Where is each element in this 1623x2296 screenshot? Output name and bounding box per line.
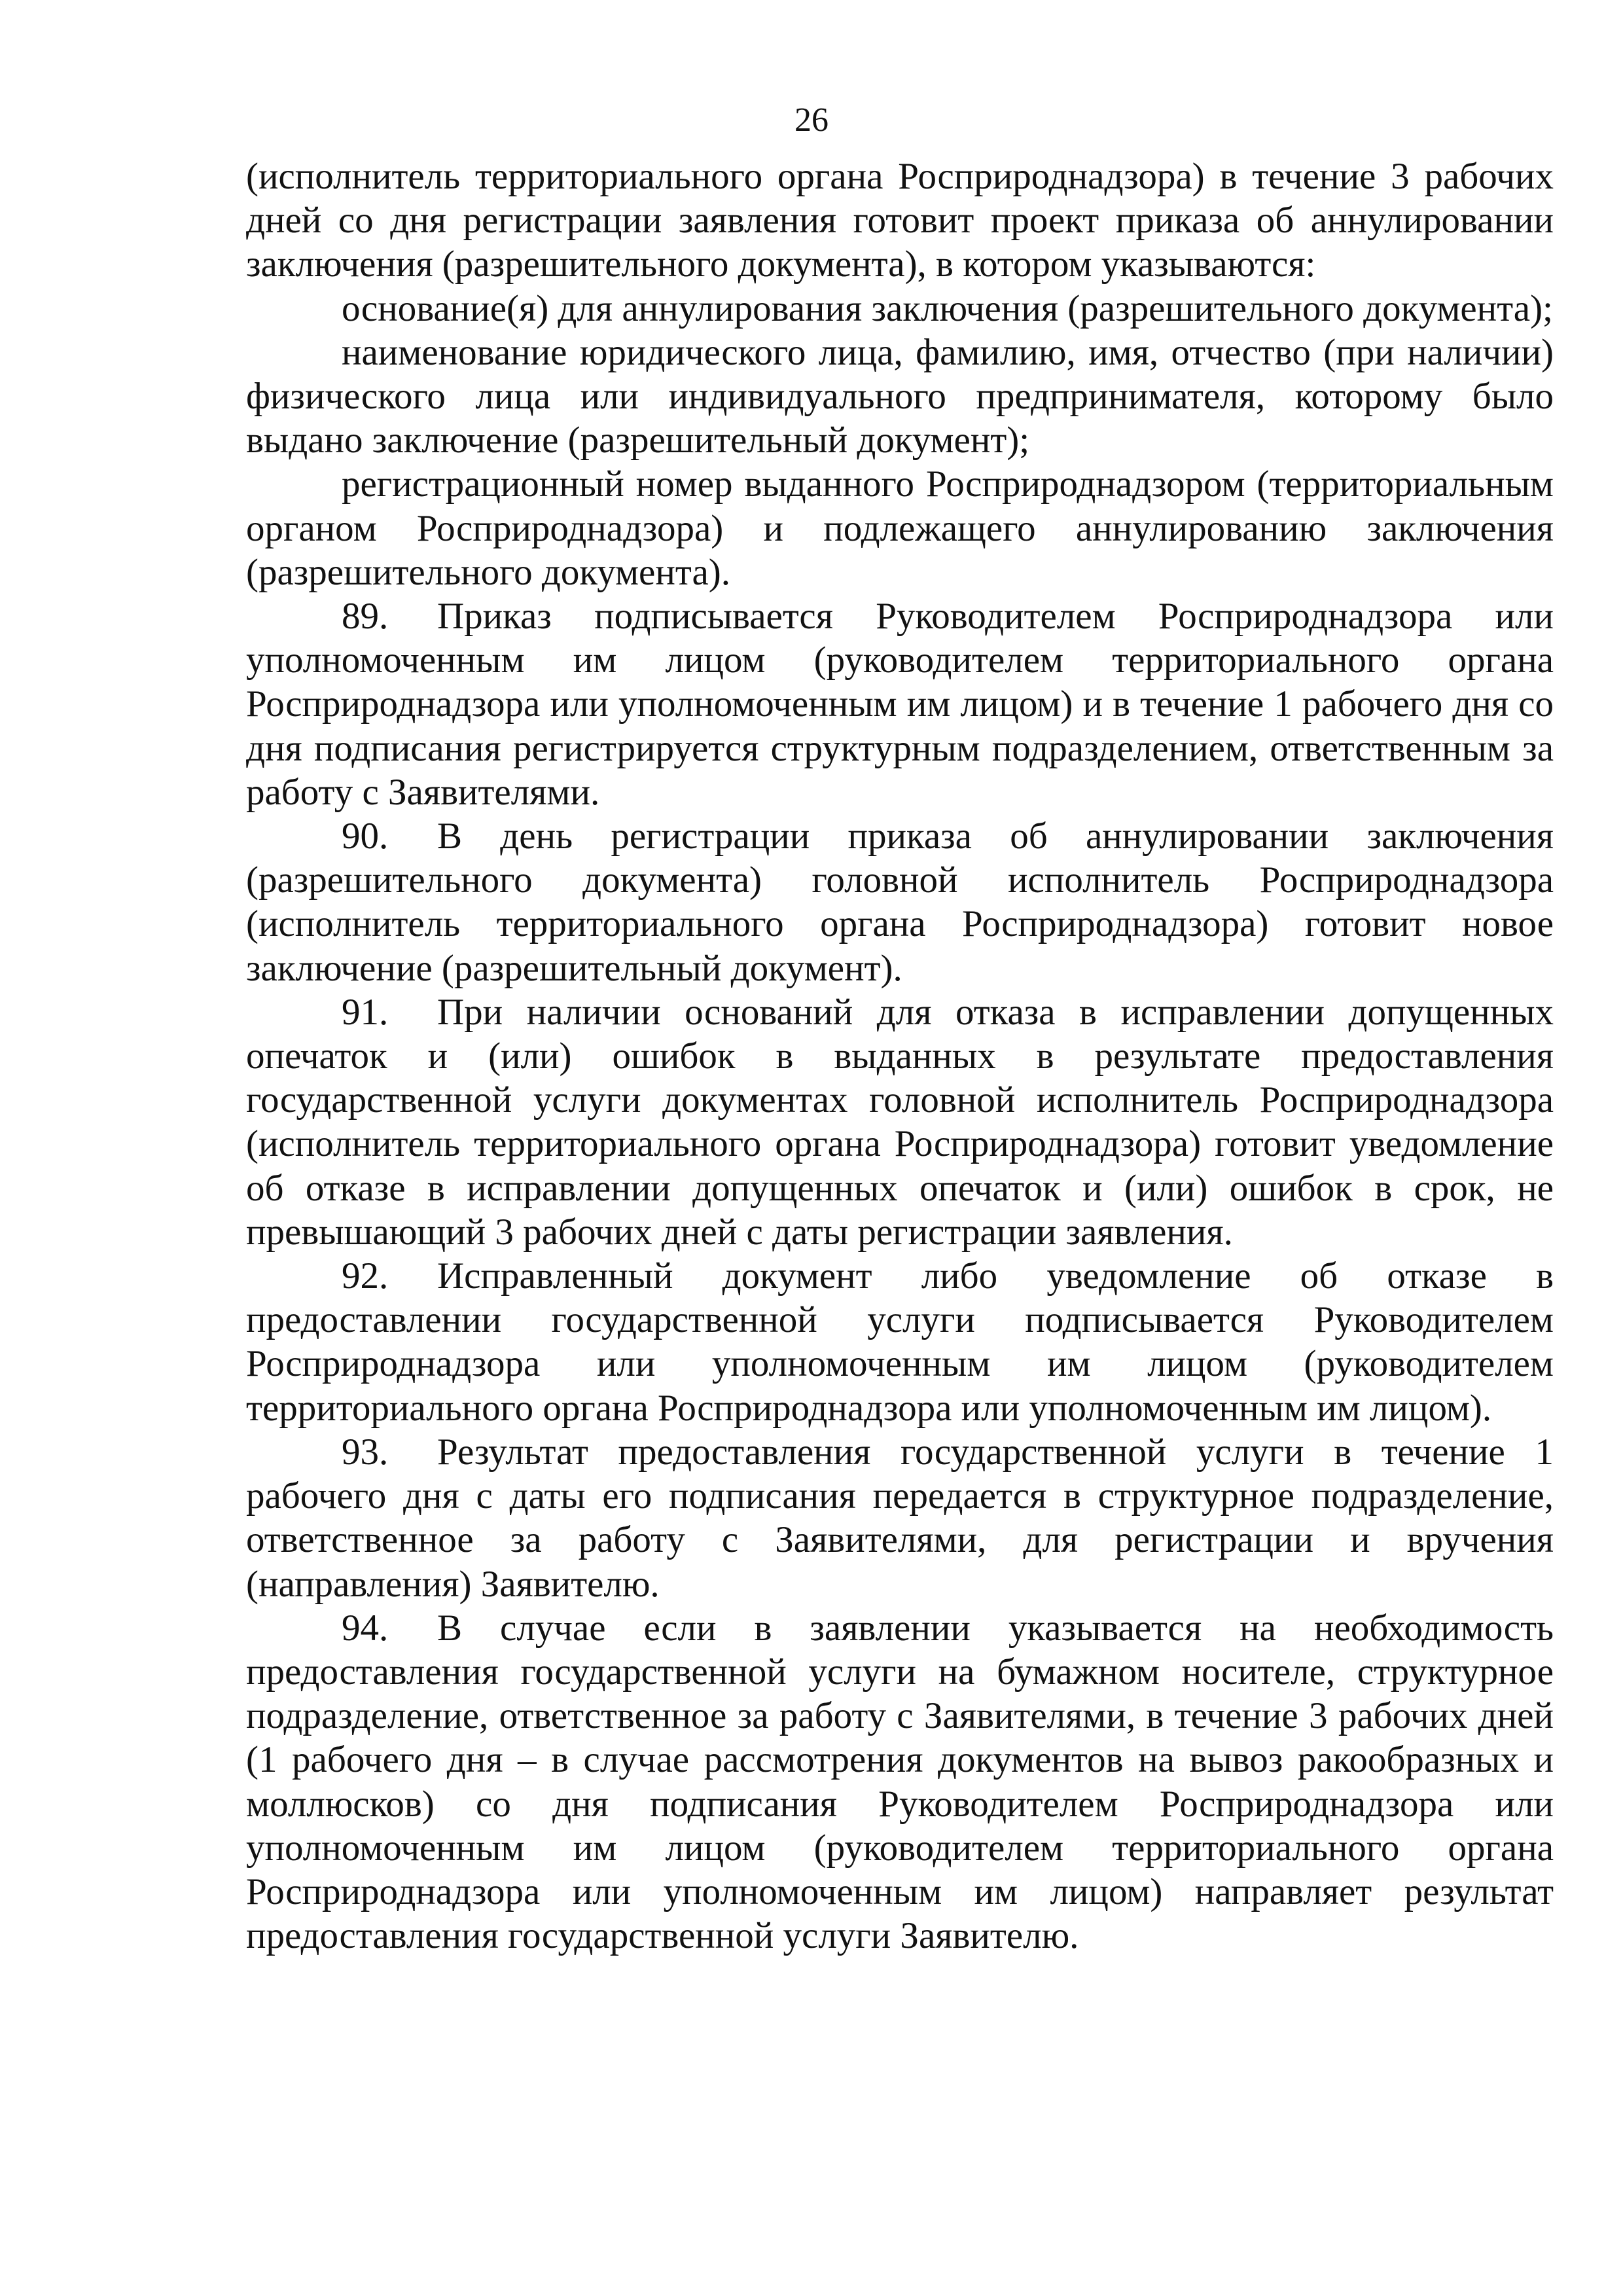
clause-text: Результат предоставления государственной услуги в течение 1 рабочего дня с даты его подписания передается в структурное подразделение, ответственное за работу с Заявителями, для регистрации и вручения (направления) Заявителю.: [246, 1431, 1554, 1605]
clause-number: 93.: [342, 1431, 389, 1473]
paragraph-registration-number: регистрационный номер выданного Росприроднадзором (территориальным органом Росприроднадзора) и подлежащего аннулированию заключения (разрешительного документа).: [246, 463, 1554, 593]
clause-number: 90.: [342, 816, 389, 857]
paragraph-name: наименование юридического лица, фамилию, имя, отчество (при наличии) физического лица или индивидуального предпринимателя, которому было выдано заключение (разрешительный документ);: [246, 331, 1554, 461]
clause-94: [246, 1606, 1554, 1958]
paragraph-basis: основание(я) для аннулирования заключения (разрешительного документа);: [342, 287, 1553, 329]
clause-text: В случае если в заявлении указывается на необходимость предоставления государственной услуги на бумажном носителе, структурное подразделение, ответственное за работу с Заявителями, в течение 3 рабочих дней (1 рабочего дня – в случае рассмотрения документов на вывоз ракообразных и моллюсков) со дня подписания Руководителем Росприроднадзора или уполномоченным им лицом (руководителем территориального органа Росприроднадзора или уполномоченным им лицом) направляет результат предоставления государственной услуги Заявителю.: [246, 1607, 1554, 1957]
clause-number: 92.: [342, 1255, 389, 1297]
document-body: [246, 154, 1554, 1958]
clause-92: [246, 1254, 1554, 1430]
clause-text: Исправленный документ либо уведомление об отказе в предоставлении государственной услуги подписывается Руководителем Росприроднадзора или уполномоченным им лицом (руководителем территориального органа Росприроднадзора или уполномоченным им лицом).: [246, 1255, 1554, 1429]
clause-text: Приказ подписывается Руководителем Росприроднадзора или уполномоченным им лицом (руководителем территориального органа Росприроднадзора или уполномоченным им лицом) и в течение 1 рабочего дня со дня подписания регистрируется структурным подразделением, ответственным за работу с Заявителями.: [246, 596, 1554, 813]
clause-text: При наличии оснований для отказа в исправлении допущенных опечаток и (или) ошибок в выданных в результате предоставления государственной услуги документах головной исполнитель Росприроднадзора (исполнитель территориального органа Росприроднадзора) готовит уведомление об отказе в исправлении допущенных опечаток и (или) ошибок в срок, не превышающий 3 рабочих дней с даты регистрации заявления.: [246, 991, 1554, 1253]
clause-93: [246, 1430, 1554, 1606]
clause-number: 94.: [342, 1607, 389, 1649]
clause-89: [246, 594, 1554, 814]
paragraph-intro: (исполнитель территориального органа Росприроднадзора) в течение 3 рабочих дней со дня регистрации заявления готовит проект приказа об аннулировании заключения (разрешительного документа), в котором указываются:: [246, 156, 1554, 285]
page-number: 26: [794, 101, 829, 139]
clause-90: [246, 814, 1554, 990]
clause-91: [246, 990, 1554, 1254]
clause-number: 89.: [342, 596, 389, 637]
clause-text: В день регистрации приказа об аннулировании заключения (разрешительного документа) головной исполнитель Росприроднадзора (исполнитель территориального органа Росприроднадзора) готовит новое заключение (разрешительный документ).: [246, 816, 1554, 989]
clause-number: 91.: [342, 991, 389, 1033]
